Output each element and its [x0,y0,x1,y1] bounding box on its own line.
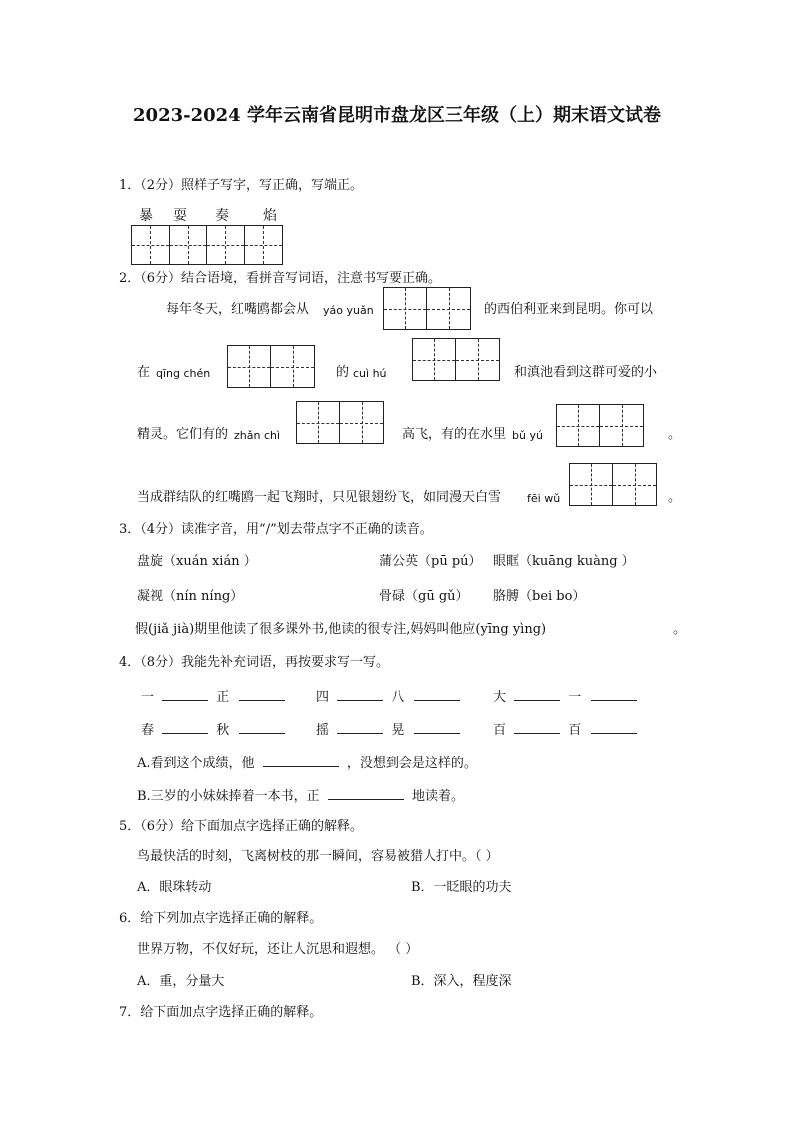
q6-option-b[interactable]: B．深入，程度深 [411,974,512,989]
q4-idiom-char: 大 [493,690,507,705]
q2-line2-text-b: 的 [336,365,350,380]
q4-b-before: B.三岁的小妹妹捧着一本书，正 [137,789,320,804]
q4-idiom-char: 晃 [391,723,405,738]
q4-idiom-char: 八 [391,690,405,705]
q4-blank[interactable] [591,688,637,701]
q4-sentence-a[interactable] [137,754,477,772]
q2-line1-text-a: 每年冬天，红嘴鸥都会从 [166,302,310,317]
q2-answer-grid-qingchen[interactable] [227,345,315,388]
q2-answer-grid-cuihu[interactable] [412,338,500,381]
question-2-prompt: 2．（6分）结合语境，看拼音写词语，注意书写要正确。 [119,271,442,286]
q4-idiom-char: 一 [141,690,155,705]
q5-sentence: 鸟最快活的时刻，飞离树枝的那一瞬间，容易被猎人打中。（ ） [137,849,499,864]
q5-option-a[interactable]: A．眼珠转动 [137,880,212,895]
q4-idiom-char: 百 [493,723,507,738]
q2-pinyin-feiwu: fēi wǔ [527,492,561,505]
q2-answer-grid-zhanchi[interactable] [296,401,384,444]
q1-char-3: 奏 [215,208,229,224]
q4-idiom-char: 正 [216,690,230,705]
q4-blank[interactable] [514,721,560,734]
q4-idiom-4[interactable] [141,721,285,739]
page-title: 2023-2024 学年云南省昆明市盘龙区三年级（上）期末语文试卷 [133,105,661,126]
q1-char-1: 暴 [139,208,153,224]
q4-a-blank[interactable] [263,754,339,767]
q4-b-after: 地读着。 [411,789,464,804]
q4-blank[interactable] [162,721,208,734]
q4-b-blank[interactable] [328,787,404,800]
q4-idiom-char: 百 [568,723,582,738]
q3-sentence-period: 。 [673,622,687,637]
q4-idiom-6[interactable] [493,721,637,739]
q4-blank[interactable] [514,688,560,701]
question-1-prompt: 1．（2分）照样子写字，写正确，写端正。 [119,178,364,193]
q2-pinyin-zhanchi: zhǎn chì [234,429,281,442]
q4-blank[interactable] [414,688,460,701]
q5-option-b[interactable]: B．一眨眼的功夫 [411,880,512,895]
q2-answer-grid-feiwu[interactable] [569,463,657,506]
q1-char-4: 焰 [263,208,277,224]
q2-line3-text-a: 精灵。它们有的 [137,427,229,442]
q2-line2-text-c: 和滇池看到这群可爱的小 [514,365,658,380]
q3-item-yankuang[interactable]: 眼眶（kuāng kuàng ） [493,554,635,569]
q2-line4-period: 。 [668,490,682,505]
q4-blank[interactable] [591,721,637,734]
q4-blank[interactable] [337,721,383,734]
q4-idiom-char: 春 [141,723,155,738]
q2-pinyin-yaoyuan: yáo yuǎn [323,304,374,317]
q6-sentence: 世界万物，不仅好玩，还让人沉思和遐想。 （ ） [137,942,419,957]
q1-char-2: 耍 [173,208,187,224]
q2-line1-text-b: 的西伯利亚来到昆明。你可以 [484,302,654,317]
question-6-prompt: 6．给下列加点字选择正确的解释。 [119,911,323,926]
q4-idiom-1[interactable] [141,688,285,706]
question-3-prompt: 3．（4分）读准字音，用“/”划去带点字不正确的读音。 [119,522,433,537]
q4-blank[interactable] [239,721,285,734]
q2-line4-text-a: 当成群结队的红嘴鸥一起飞翔时，只见银翅纷飞，如同漫天白雪 [137,490,502,505]
question-7-prompt: 7．给下面加点字选择正确的解释。 [119,1005,323,1020]
q2-line3-text-b: 高飞，有的在水里 [402,427,507,442]
q2-line2-text-a: 在 [137,365,151,380]
q3-item-gulu[interactable]: 骨碌（gū gǔ） [379,589,469,604]
q4-idiom-char: 一 [568,690,582,705]
q4-a-after: ，没想到会是这样的。 [346,756,477,771]
q4-a-before: A.看到这个成绩，他 [137,756,255,771]
q4-blank[interactable] [162,688,208,701]
q3-item-panxuan[interactable]: 盘旋（xuán xián ） [137,554,257,569]
q4-idiom-3[interactable] [493,688,637,706]
q2-answer-grid-buyu[interactable] [556,404,644,447]
q3-item-ningshi[interactable]: 凝视（nín níng） [137,589,244,604]
q4-idiom-char: 秋 [216,723,230,738]
q1-writing-grid[interactable] [131,225,283,265]
q4-idiom-2[interactable] [316,688,460,706]
q4-blank[interactable] [239,688,285,701]
q4-sentence-b[interactable] [137,787,464,805]
q3-sentence[interactable]: 假(jiǎ jià)期里他读了很多课外书,他读的很专注,妈妈叫他应(yīng yìng) [135,622,547,637]
q4-idiom-5[interactable] [316,721,460,739]
q2-line3-period: 。 [668,427,682,442]
q2-pinyin-cuihu: cuì hú [353,367,387,380]
q3-item-pugongying[interactable]: 蒲公英（pū pú） [379,554,482,569]
q6-option-a[interactable]: A．重，分量大 [137,974,225,989]
q4-blank[interactable] [337,688,383,701]
q4-blank[interactable] [414,721,460,734]
q3-item-gebo[interactable]: 胳膊（bei bo） [493,589,586,604]
q2-pinyin-qingchen: qīng chén [156,367,211,380]
q2-answer-grid-yaoyuan[interactable] [383,287,471,330]
question-5-prompt: 5．（6分）给下面加点字选择正确的解释。 [119,819,364,834]
q4-idiom-char: 四 [316,690,330,705]
question-4-prompt: 4．（8分）我能先补充词语，再按要求写一写。 [119,655,390,670]
q2-pinyin-buyu: bǔ yú [512,429,543,442]
q4-idiom-char: 摇 [316,723,330,738]
